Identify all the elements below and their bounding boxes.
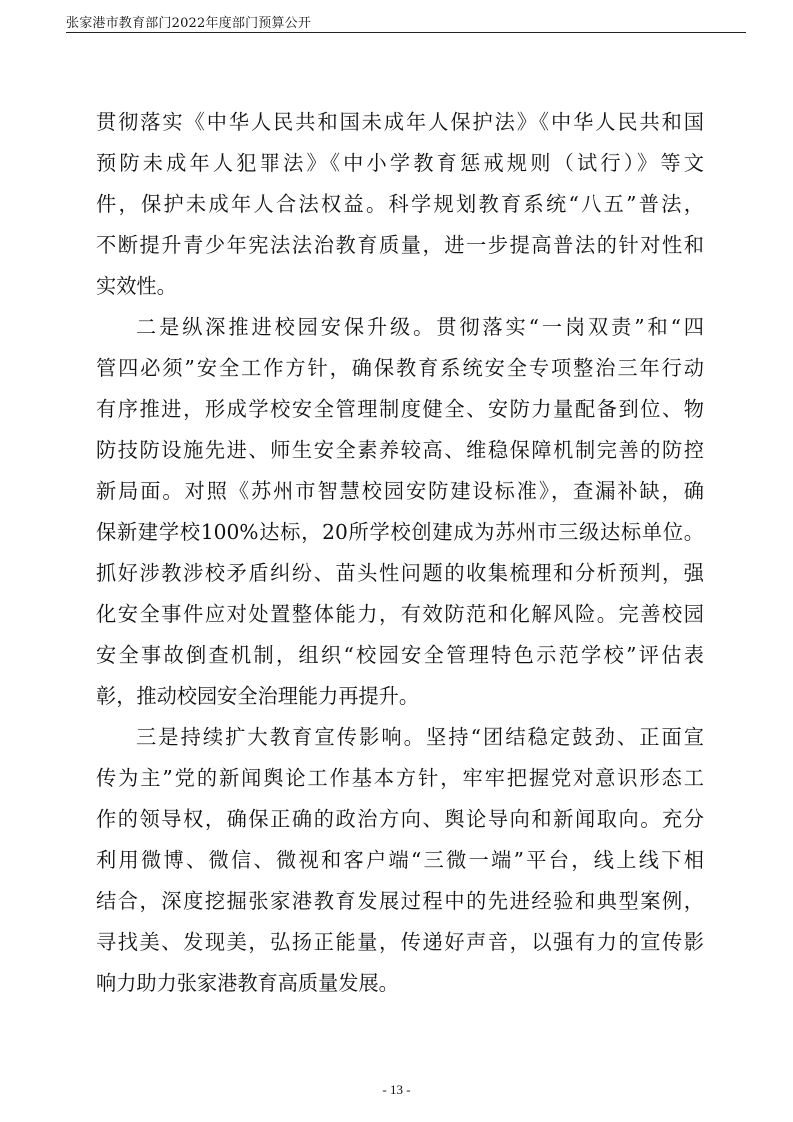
paragraph-education-publicity <box>96 717 704 1004</box>
text-line: 传为主”党的新闻舆论工作基本方针，牢牢把握党对意识形态工 <box>96 766 704 790</box>
text-line: 彰，推动校园安全治理能力再提升。 <box>96 684 420 708</box>
text-line: 防技防设施先进、师生安全素养较高、维稳保障机制完善的防控 <box>96 438 704 462</box>
text-line: 管四必须”安全工作方针，确保教育系统安全专项整治三年行动 <box>96 356 704 380</box>
text-line: 贯彻落实《中华人民共和国未成年人保护法》《中华人民共和国 <box>96 110 704 134</box>
text-line: 响力助力张家港教育高质量发展。 <box>96 971 399 995</box>
text-line: 新局面。对照《苏州市智慧校园安防建设标准》，查漏补缺，确 <box>96 479 704 503</box>
text-line: 作的领导权，确保正确的政治方向、舆论导向和新闻取向。充分 <box>96 807 704 831</box>
header-title: 张家港市教育部门2022年度部门预算公开 <box>66 16 312 31</box>
text-line: 二是纵深推进校园安保升级。贯彻落实“一岗双责”和“四 <box>136 315 704 339</box>
text-line: 实效性。 <box>96 274 177 298</box>
text-line: 化安全事件应对处置整体能力，有效防范和化解风险。完善校园 <box>96 602 704 626</box>
page-header <box>66 10 746 33</box>
text-line: 不断提升青少年宪法法治教育质量，进一步提高普法的针对性和 <box>96 233 704 257</box>
text-line: 抓好涉教涉校矛盾纠纷、苗头性问题的收集梳理和分析预判，强 <box>96 561 704 585</box>
text-line: 结合，深度挖掘张家港教育发展过程中的先进经验和典型案例， <box>96 889 704 913</box>
text-line: 有序推进，形成学校安全管理制度健全、安防力量配备到位、物 <box>96 397 704 421</box>
text-line: 预防未成年人犯罪法》《中小学教育惩戒规则（试行）》等文 <box>96 151 704 175</box>
text-line: 安全事故倒查机制，组织“校园安全管理特色示范学校”评估表 <box>96 643 704 667</box>
document-body <box>96 102 704 1004</box>
text-line: 寻找美、发现美，弘扬正能量，传递好声音，以强有力的宣传影 <box>96 930 704 954</box>
text-line: 三是持续扩大教育宣传影响。坚持“团结稳定鼓劲、正面宣 <box>136 725 704 749</box>
paragraph-law-education <box>96 102 704 307</box>
page-number: - 13 - <box>382 1082 411 1097</box>
text-line: 利用微博、微信、微视和客户端“三微一端”平台，线上线下相 <box>96 848 704 872</box>
paragraph-campus-security <box>96 307 704 717</box>
text-line: 件，保护未成年人合法权益。科学规划教育系统“八五”普法， <box>96 192 704 216</box>
text-line: 保新建学校100%达标，20所学校创建成为苏州市三级达标单位。 <box>96 520 704 544</box>
